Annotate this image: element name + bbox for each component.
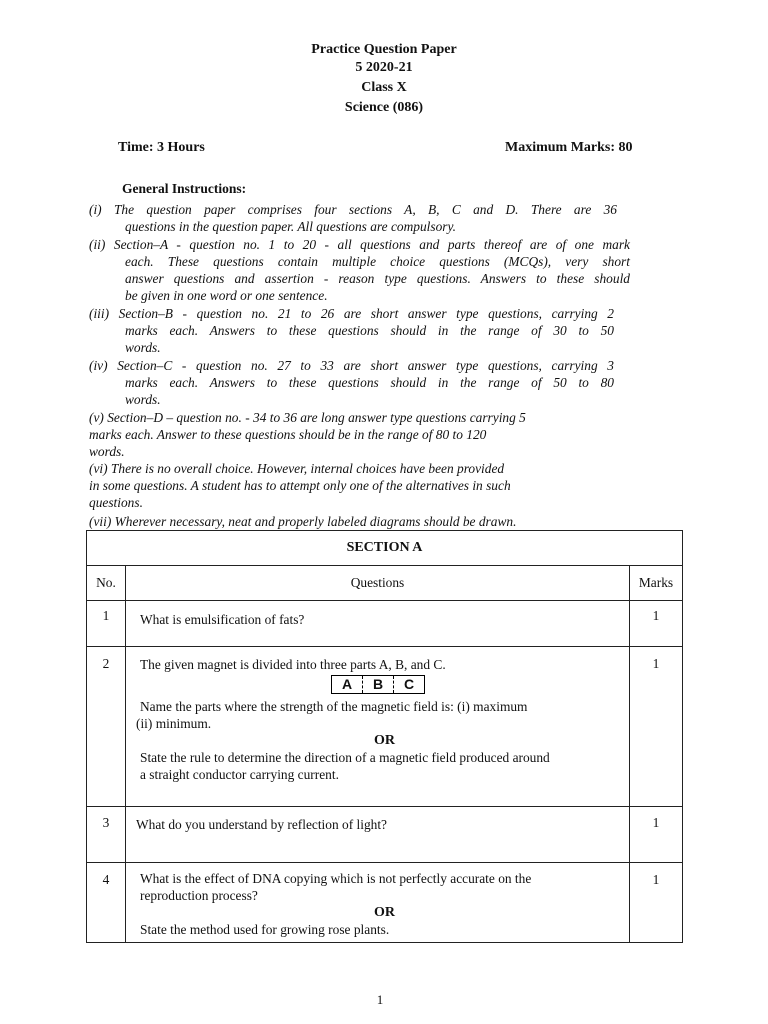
instructions-heading: General Instructions: <box>122 181 247 196</box>
question-cell <box>126 863 630 943</box>
instruction-line: (v) Section–D – question no. - 34 to 36 are long answer type questions carrying 5 <box>89 410 526 425</box>
paper-set: 5 2020-21 <box>355 60 413 75</box>
question-cell <box>126 647 630 807</box>
question-number: 1 <box>87 601 126 647</box>
question-text: What do you understand by reflection of light? <box>126 807 630 863</box>
instruction-line: marks each. Answers to these questions should in the range of 50 to 80 <box>125 375 614 390</box>
instruction-i <box>89 201 617 235</box>
question-number: 4 <box>87 863 126 943</box>
paper-subject: Science (086) <box>344 100 424 115</box>
column-header-no: No. <box>87 566 126 601</box>
magnet-part-label: B <box>362 676 393 693</box>
instruction-line: (i) The question paper comprises four sections A, B, C and D. There are 36 <box>89 202 617 217</box>
instruction-line: (ii) Section–A - question no. 1 to 20 - all questions and parts thereof are of one mark <box>89 237 630 252</box>
instruction-line: be given in one word or one sentence. <box>125 288 328 303</box>
table-row <box>87 647 683 807</box>
or-divider: OR <box>374 733 395 748</box>
instruction-line: questions. <box>89 495 143 510</box>
instruction-line: (vi) There is no overall choice. However, internal choices have been provided <box>89 461 505 476</box>
section-a-table <box>86 530 683 943</box>
question-text: The given magnet is divided into three parts A, B, and C. <box>140 657 446 672</box>
sub-question: (ii) minimum. <box>136 716 212 731</box>
instruction-line: marks each. Answers to these questions should in the range of 30 to 50 <box>125 323 614 338</box>
table-row <box>87 531 683 566</box>
instruction-line: words. <box>89 444 125 459</box>
column-header-questions: Questions <box>126 566 630 601</box>
instruction-v <box>89 409 609 460</box>
question-marks: 1 <box>630 863 683 943</box>
magnet-part-label: A <box>341 676 353 692</box>
instruction-ii <box>89 236 630 304</box>
section-title: SECTION A <box>87 531 683 566</box>
question-marks: 1 <box>630 807 683 863</box>
question-text: What is emulsification of fats? <box>126 601 630 647</box>
instruction-line: questions in the question paper. All questions are compulsory. <box>125 219 457 234</box>
question-text: What is the effect of DNA copying which is not perfectly accurate on the <box>140 871 532 886</box>
question-number: 2 <box>87 647 126 807</box>
question-marks: 1 <box>630 601 683 647</box>
instruction-vii: (vii) Wherever necessary, neat and properly labeled diagrams should be drawn. <box>89 514 517 529</box>
alternative-question: State the rule to determine the direction of a magnetic field produced around <box>140 750 550 765</box>
bar-magnet-diagram <box>331 675 425 694</box>
instruction-vi <box>89 460 609 511</box>
table-row <box>87 863 683 943</box>
instruction-line: (iv) Section–C - question no. 27 to 33 are short answer type questions, carrying 3 <box>89 358 614 373</box>
paper-title: Practice Question Paper <box>311 42 457 57</box>
instruction-line: each. These questions contain multiple choice questions (MCQs), very short <box>125 254 630 269</box>
maximum-marks: Maximum Marks: 80 <box>505 140 633 155</box>
instruction-line: words. <box>125 340 161 355</box>
table-row <box>87 601 683 647</box>
instruction-line: marks each. Answer to these questions should be in the range of 80 to 120 <box>89 427 487 442</box>
or-divider: OR <box>374 905 395 920</box>
instruction-iii <box>89 305 614 356</box>
sub-question: Name the parts where the strength of the magnetic field is: (i) maximum <box>140 699 528 714</box>
table-header-row <box>87 566 683 601</box>
time-allowed: Time: 3 Hours <box>118 140 205 155</box>
paper-class: Class X <box>361 80 407 95</box>
instruction-line: in some questions. A student has to attempt only one of the alternatives in such <box>89 478 511 493</box>
question-marks: 1 <box>630 647 683 807</box>
page-number: 1 <box>376 992 384 1007</box>
magnet-part-label: C <box>393 676 424 693</box>
question-number: 3 <box>87 807 126 863</box>
alternative-question: a straight conductor carrying current. <box>140 767 339 782</box>
table-row <box>87 807 683 863</box>
column-header-marks: Marks <box>630 566 683 601</box>
question-text: reproduction process? <box>140 888 258 903</box>
alternative-question: State the method used for growing rose plants. <box>140 922 390 937</box>
instruction-line: answer questions and assertion - reason type questions. Answers to these should <box>125 271 630 286</box>
instruction-line: words. <box>125 392 161 407</box>
instruction-line: (iii) Section–B - question no. 21 to 26 are short answer type questions, carrying 2 <box>89 306 614 321</box>
instruction-iv <box>89 357 614 408</box>
